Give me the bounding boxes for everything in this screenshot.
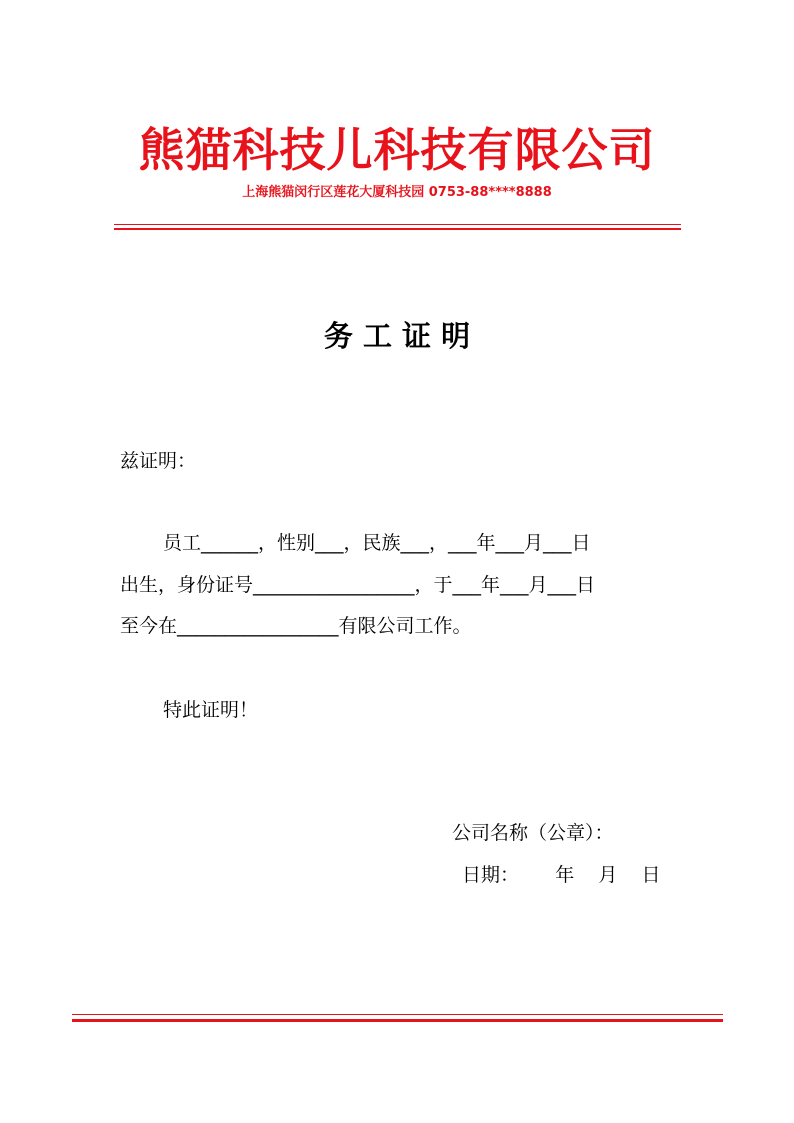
date-label: 日期： 年 月 日 [462,864,661,886]
footer-divider-thick [72,1019,723,1022]
header-divider-thick [114,228,681,230]
document-title: 务 工 证 明 [323,319,471,353]
salutation: 兹证明： [120,450,197,472]
body-line: 员工______，性别___，民族___，___年___月___日 [163,532,591,554]
company-name: 熊猫科技儿科技有限公司 [138,123,656,177]
closing-statement: 特此证明！ [163,699,259,721]
body-line: 出生，身份证号_________________，于___年___月___日 [120,574,596,596]
company-address: 上海熊猫闵行区莲花大厦科技园 0753-88****8888 [242,185,552,200]
header-divider-thin [114,224,681,225]
body-line: 至今在_________________有限公司工作。 [120,615,472,637]
footer-divider-thin [72,1014,723,1015]
company-seal-label: 公司名称（公章）： [452,822,614,844]
